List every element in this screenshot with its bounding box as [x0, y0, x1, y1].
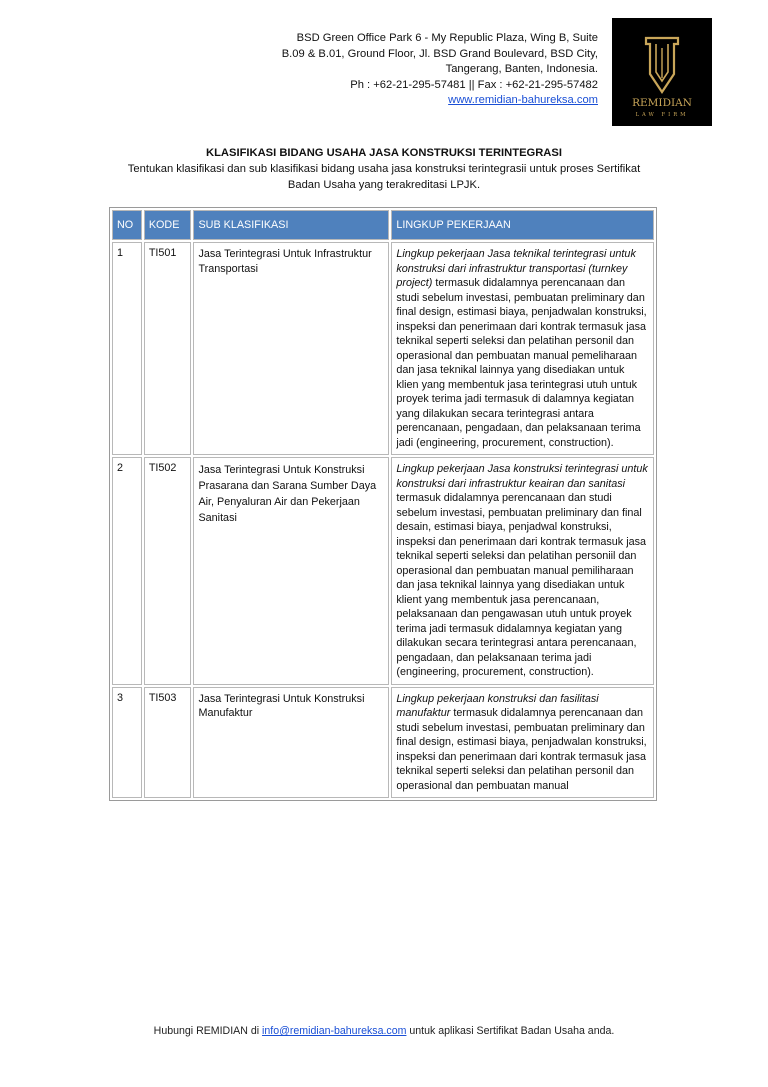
phone-fax-line: Ph : +62-21-295-57481 || Fax : +62-21-295-57482 — [350, 78, 598, 91]
lingkup-lead: Lingkup pekerjaan Jasa konstruksi terintegrasi untuk konstruksi dari infrastruktur keairan dan sanitasi — [396, 463, 648, 490]
table-row — [112, 242, 654, 455]
footer-email-link[interactable]: info@remidian-bahureksa.com — [262, 1025, 407, 1037]
row-sub-klasifikasi: Jasa Terintegrasi Untuk Konstruksi Manufaktur — [193, 687, 389, 799]
row-no: 3 — [112, 687, 142, 799]
logo-subtitle: LAW FIRM — [635, 112, 689, 118]
footer-prefix: Hubungi REMIDIAN di — [153, 1025, 263, 1037]
page-footer — [0, 1025, 768, 1037]
address-line: Tangerang, Banten, Indonesia. — [445, 63, 598, 76]
remidian-logo — [612, 18, 712, 126]
row-sub-klasifikasi: Jasa Terintegrasi Untuk Konstruksi Prasarana dan Sarana Sumber Daya Air, Penyaluran Air dan Pekerjaan Sanitasi — [193, 457, 389, 685]
lingkup-detail: termasuk didalamnya perencanaan dan studi sebelum investasi, pembuatan preliminary dan final desain, estimasi biaya, penjadwal konstruksi, inspeksi dan penerimaan dari kontrak termasuk jasa teknikal seperti seleksi dan pelatihan personiil dan operasional dan pembuatan manual pemiliharaan dan jasa teknikal lainnya yang disediakan untuk klient yang membentuk jasa perencanaan, pelaksanaan dan pengawasan utuh untuk proyek terima jadi termasuk didalamnya kegiatan yang dilakukan secara terintegrasi antara perencanaan, pengadaan, dan pelaksanaan terima jadi (engineering, procurement, construction). — [396, 492, 647, 678]
row-no: 2 — [112, 457, 142, 685]
page-subtitle: Tentukan klasifikasi dan sub klasifikasi bidang usaha jasa konstruksi terintegrasii untuk proses Sertifikat Badan Usaha yang terakreditasi LPJK. — [127, 162, 641, 191]
row-sub-klasifikasi: Jasa Terintegrasi Untuk Infrastruktur Transportasi — [193, 242, 389, 455]
classification-table — [109, 207, 657, 801]
table-header-row — [112, 210, 654, 240]
page-title: KLASIFIKASI BIDANG USAHA JASA KONSTRUKSI TERINTEGRASI — [206, 147, 562, 159]
header-lingkup-pekerjaan: LINGKUP PEKERJAAN — [391, 210, 654, 240]
lingkup-lead: Lingkup pekerjaan Jasa teknikal terintegrasi untuk konstruksi dari infrastruktur transportasi (turnkey project) — [396, 248, 636, 289]
table-row — [112, 457, 654, 685]
row-lingkup-pekerjaan — [391, 457, 654, 685]
document-heading — [118, 146, 650, 193]
row-lingkup-pekerjaan — [391, 687, 654, 799]
address-line: BSD Green Office Park 6 - My Republic Plaza, Wing B, Suite — [296, 32, 598, 44]
lingkup-detail: termasuk didalamnya perencanaan dan studi sebelum investasi, pembuatan preliminary dan final design, estimasi biaya, penjadwalan konstruksi, inspeksi dan penerimaan dari kontrak termasuk jasa teknikal seperti seleksi dan pelatihan personil dan operasional dan pembuatan manual — [396, 707, 647, 792]
header-kode: KODE — [144, 210, 192, 240]
row-lingkup-pekerjaan — [391, 242, 654, 455]
header-no: NO — [112, 210, 142, 240]
address-line: B.09 & B.01, Ground Floor, Jl. BSD Grand Boulevard, BSD City, — [281, 47, 598, 60]
header-sub-klasifikasi: SUB KLASIFIKASI — [193, 210, 389, 240]
footer-suffix: untuk aplikasi Sertifikat Badan Usaha anda. — [406, 1025, 615, 1037]
row-kode: TI503 — [144, 687, 192, 799]
logo-name: REMIDIAN — [632, 97, 692, 109]
logo-emblem-icon — [612, 18, 712, 126]
lingkup-detail: termasuk didalamnya perencanaan dan studi sebelum investasi, pembuatan preliminary dan final design, estimasi biaya, penjadwalan konstruksi, inspeksi dan penerimaan dari kontrak termasuk jasa teknikal seperti seleksi dan pelatihan personil dan operasional dan pembuatan manual pemeliharaan dan jasa teknikal lainnya yang disediakan untuk klien yang membentuk jasa terintegrasi utuh untuk proyek terima jadi termasuk di dalamnya kegiatan yang dilakukan secara terintegrasi antara perencanaan, pengadaan, dan pelaksanaan terima jadi (engineering, procurement, construction). — [396, 277, 647, 449]
office-address — [218, 31, 598, 109]
website-link[interactable]: www.remidian-bahureksa.com — [448, 94, 598, 107]
row-kode: TI501 — [144, 242, 192, 455]
lingkup-lead: Lingkup pekerjaan konstruksi dan fasilitasi manufaktur — [396, 692, 599, 719]
row-kode: TI502 — [144, 457, 192, 685]
row-no: 1 — [112, 242, 142, 455]
table-row — [112, 687, 654, 799]
